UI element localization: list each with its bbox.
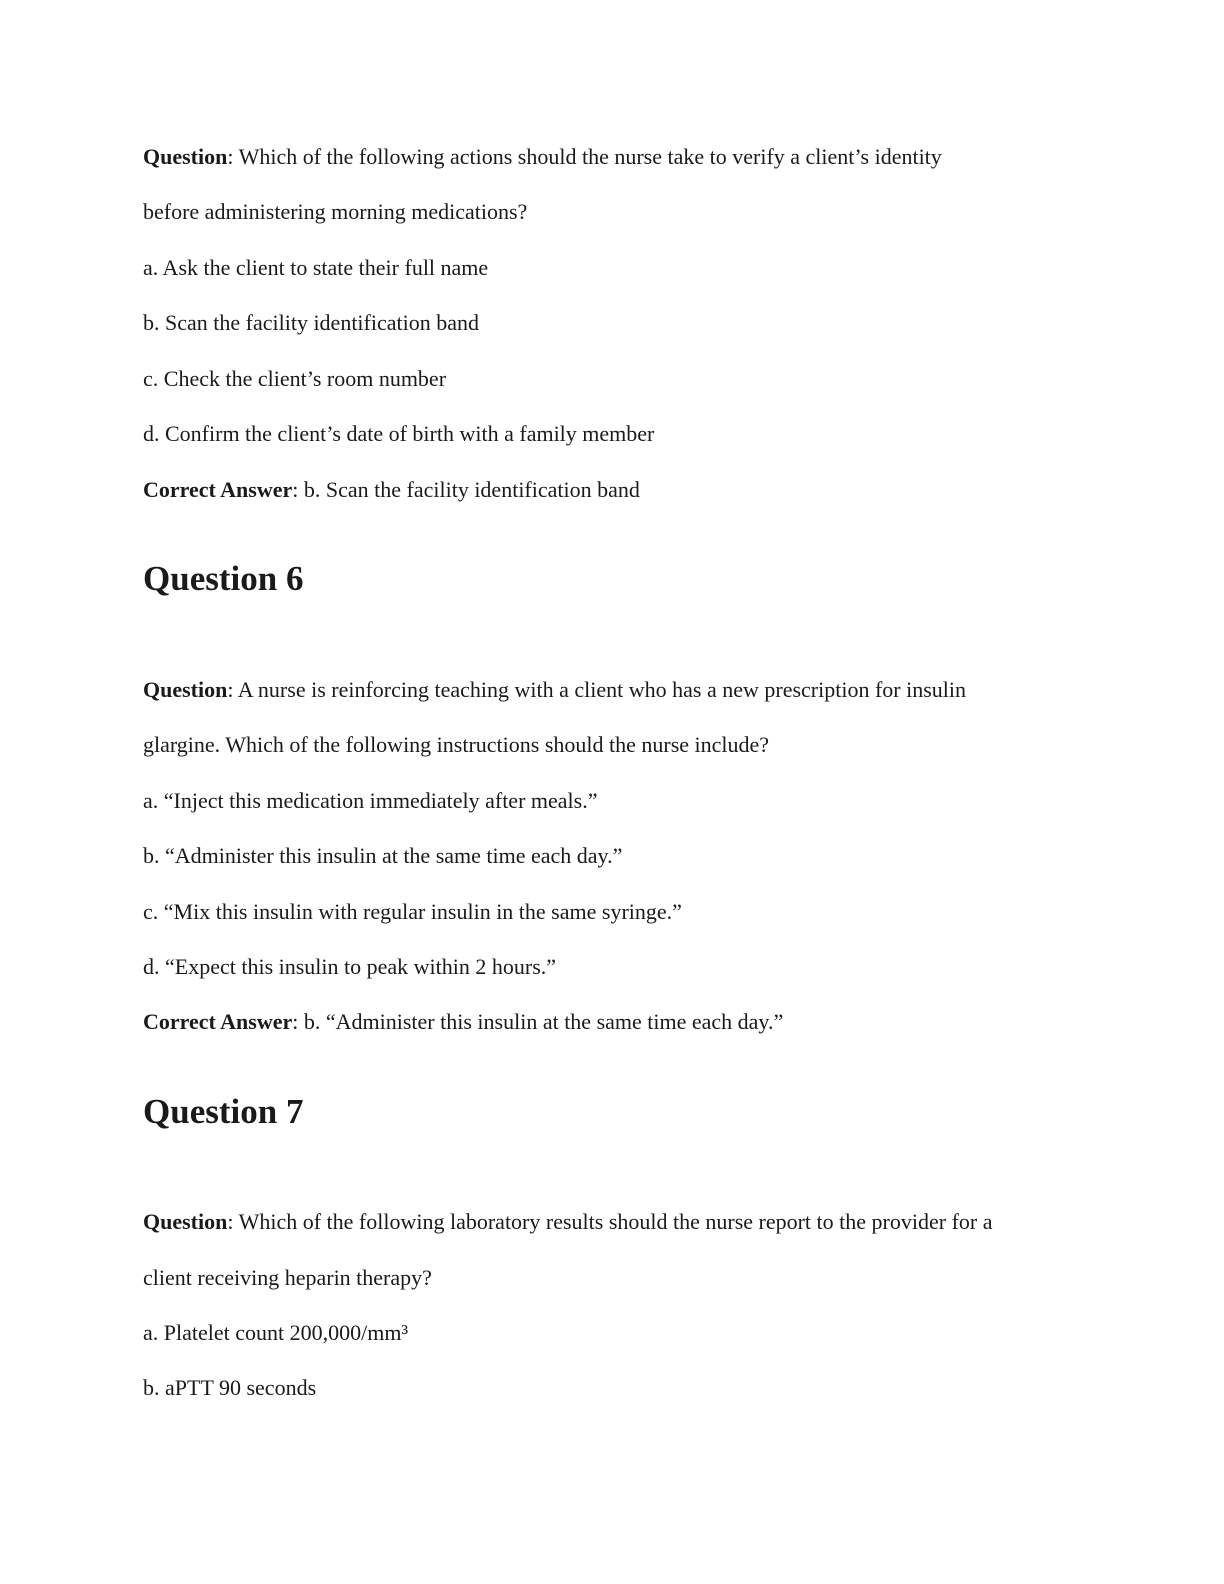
q6-option-b: b. “Administer this insulin at the same time each day.” [143, 843, 623, 868]
q6-heading: Question 6 [143, 559, 304, 598]
q6-answer-label: Correct Answer [143, 1009, 293, 1034]
q5-stem-line-2: before administering morning medications? [143, 199, 528, 224]
q6-stem-line-1 [143, 676, 966, 704]
q7-question-label: Question [143, 1209, 228, 1234]
q5-option-c: c. Check the client’s room number [143, 366, 447, 391]
q7-stem-text-1: : Which of the following laboratory results should the nurse report to the provider for a [227, 1209, 993, 1234]
q7-option-b: b. aPTT 90 seconds [143, 1375, 317, 1400]
q6-stem-text-1: : A nurse is reinforcing teaching with a client who has a new prescription for insulin [227, 677, 967, 702]
q6-stem-line-2: glargine. Which of the following instructions should the nurse include? [143, 732, 770, 757]
q6-option-a: a. “Inject this medication immediately after meals.” [143, 788, 598, 813]
q7-option-a: a. Platelet count 200,000/mm³ [143, 1320, 409, 1345]
q5-option-a: a. Ask the client to state their full name [143, 255, 489, 280]
q6-correct-answer [143, 1008, 783, 1036]
q6-option-c: c. “Mix this insulin with regular insulin in the same syringe.” [143, 899, 682, 924]
q5-option-d: d. Confirm the client’s date of birth with a family member [143, 421, 655, 446]
q5-answer-text: : b. Scan the facility identification band [292, 477, 640, 502]
q6-question-label: Question [143, 677, 228, 702]
q5-question-label: Question [143, 144, 228, 169]
q5-option-b: b. Scan the facility identification band [143, 310, 480, 335]
q5-correct-answer [143, 476, 640, 504]
q6-answer-text: : b. “Administer this insulin at the same time each day.” [292, 1009, 784, 1034]
q5-stem-line-1 [143, 143, 942, 171]
q7-heading: Question 7 [143, 1092, 304, 1131]
q5-stem-text-1: : Which of the following actions should the nurse take to verify a client’s identity [227, 144, 942, 169]
q7-stem-line-1 [143, 1208, 992, 1236]
q6-option-d: d. “Expect this insulin to peak within 2 hours.” [143, 954, 557, 979]
q7-stem-line-2: client receiving heparin therapy? [143, 1265, 432, 1290]
q5-answer-label: Correct Answer [143, 477, 293, 502]
